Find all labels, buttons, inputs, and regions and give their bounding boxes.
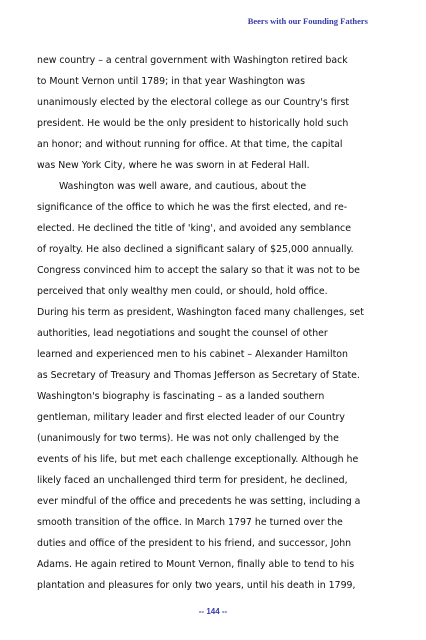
text-line: ever mindful of the office and precedents he was setting, including a [37, 496, 361, 507]
text-line: plantation and pleasures for only two years, until his death in 1799, [37, 580, 356, 591]
text-line: as Secretary of Treasury and Thomas Jefferson as Secretary of State. [37, 370, 360, 381]
text-line: likely faced an unchallenged third term for president, he declined, [37, 475, 348, 486]
text-line: was New York City, where he was sworn in at Federal Hall. [37, 160, 310, 171]
text-line: gentleman, military leader and first elected leader of our Country [37, 412, 345, 423]
text-line: Congress convinced him to accept the salary so that it was not to be [37, 265, 360, 276]
text-line: authorities, lead negotiations and sought the counsel of other [37, 328, 328, 339]
text-line: of royalty. He also declined a significant salary of $25,000 annually. [37, 244, 354, 255]
text-line: significance of the office to which he was the first elected, and re- [37, 202, 348, 213]
body-text [37, 54, 397, 600]
text-line: perceived that only wealthy men could, or should, hold office. [37, 286, 328, 297]
text-line: learned and experienced men to his cabinet – Alexander Hamilton [37, 349, 348, 360]
text-line: (unanimously for two terms). He was not only challenged by the [37, 433, 339, 444]
text-line: During his term as president, Washington faced many challenges, set [37, 307, 364, 318]
text-line: new country – a central government with Washington retired back [37, 55, 348, 66]
running-header: Beers with our Founding Fathers [247, 16, 368, 26]
text-line: events of his life, but met each challenge exceptionally. Although he [37, 454, 359, 465]
page-number: -- 144 -- [198, 607, 228, 616]
text-line: smooth transition of the office. In March 1797 he turned over the [37, 517, 343, 528]
paragraph-first-line: Washington was well aware, and cautious, about the [59, 181, 307, 192]
text-line: president. He would be the only president to historically hold such [37, 118, 349, 129]
text-line: unanimously elected by the electoral college as our Country's first [37, 97, 350, 108]
text-line: to Mount Vernon until 1789; in that year Washington was [37, 76, 306, 87]
text-line: Adams. He again retired to Mount Vernon, finally able to tend to his [37, 559, 355, 570]
text-line: Washington's biography is fascinating – as a landed southern [37, 391, 325, 402]
text-line: elected. He declined the title of 'king', and avoided any semblance [37, 223, 351, 234]
text-line: duties and office of the president to his friend, and successor, John [37, 538, 352, 549]
text-line: an honor; and without running for office. At that time, the capital [37, 139, 343, 150]
